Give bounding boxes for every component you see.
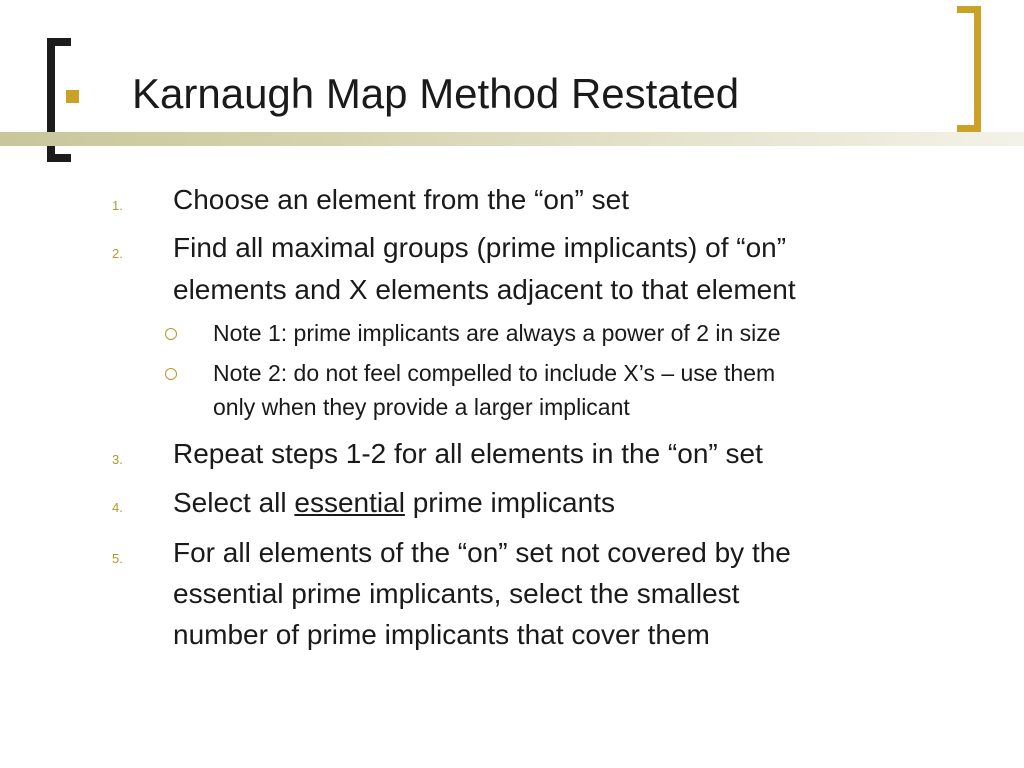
text-run: Select all [173,487,295,518]
slide-title: Karnaugh Map Method Restated [132,70,740,117]
list-number: 3. [112,452,123,467]
list-number: 4. [112,500,123,515]
sub-item-text-line-2: only when they provide a larger implicant [213,394,630,420]
list-item-text: Choose an element from the “on” set [173,184,630,215]
list-item-text-line-3: number of prime implicants that cover them [173,619,710,650]
list-number: 2. [112,246,123,261]
list-number: 5. [112,551,123,566]
hollow-circle-bullet-icon [165,328,177,340]
list-item-text-line-2: elements and X elements adjacent to that element [173,274,796,305]
right-bracket-decoration [957,6,981,132]
list-item-text: Repeat steps 1-2 for all elements in the “on” set [173,438,763,469]
emphasis-underlined: essential [294,487,405,518]
hollow-circle-bullet-icon [165,368,177,380]
list-item-text-line-2: essential prime implicants, select the smallest [173,578,740,609]
list-item-text-line-1: For all elements of the “on” set not covered by the [173,537,791,568]
list-number: 1. [112,198,123,213]
list-item-text-line-1: Find all maximal groups (prime implicants) of “on” [173,232,787,263]
sub-item-text-line-1: Note 2: do not feel compelled to include X’s – use them [213,360,776,386]
list-item-text [173,484,963,522]
title-rule [0,132,1024,146]
title-square-bullet-icon [66,90,79,103]
sub-item-text: Note 1: prime implicants are always a power of 2 in size [213,320,781,346]
text-run: prime implicants [404,487,615,518]
